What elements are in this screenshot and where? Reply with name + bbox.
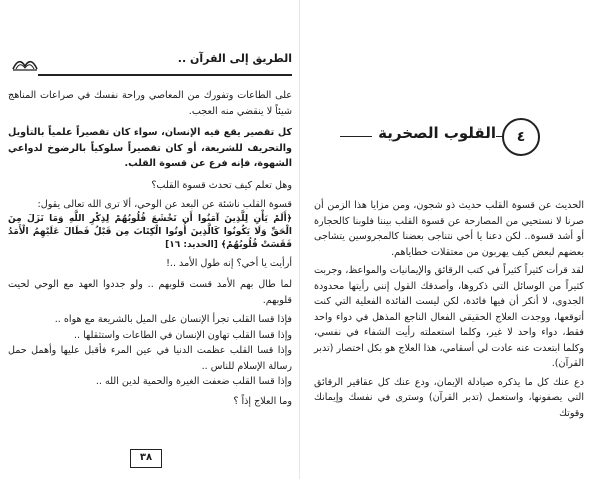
paragraph: وإذا قسا القلب عظمت الدنيا في عين المرء فأقبل عليها وأهمل حمل رسالة الإسلام للناس .. [8, 345, 292, 372]
paragraph: وإذا قسا القلب تهاون الإنسان في الطاعات واستثقلها .. [73, 329, 292, 341]
paragraph: الحديث عن قسوة القلب حديث ذو شجون، ومن مزايا هذا الزمن أن صرنا لا نستحيي من المصارحة عن قسوة القلب بيننا فلوبنا كالحجارة أو أشد قسوة.. لكن دعنا يا أخي نتناجى بعضنا كالمجروسين يتشاجى بعضهم لبعض كيف يهربون من معتقلات خطاياهم. [314, 200, 584, 258]
paragraph: وإذا قسا القلب ضعفت الغيرة والحمية لدين الله .. [95, 376, 292, 387]
paragraph: لقد قرأت كثيراً كثيراً في كتب الرقائق والإيمانيات والمواعظ، وجربت كثيراً من الوسائل التي ذكروها، وأصدقك القول إنني رأيتها محدودة الجدوى، لا أنكر أن فيها فائدة، لكن ليست الفائدة الفعلية التي كنت أتوقعها، ووجدت العلاج الحقيقي الفعال الناجع المذهل في دواء واحد فقط، دواء واحد لا غير، وكلما استعملته رأيت الشفاء في نفسي، وكلما ابتعدت عنه عادت لي أسقامي، هذا العلاج هو بكل اختصار (تدبر القرآن). [314, 265, 584, 369]
chapter-number: ٤ [502, 118, 540, 156]
chapter-heading [340, 118, 540, 154]
running-header [8, 50, 292, 76]
paragraph-bold: كل تقصير يقع فيه الإنسان، سواء كان تقصيراً علمياً بالتأويل والتحريف للشريعة، أو كان تقصيراً سلوكياً بالرضوخ لدواعي الشهوة، فإنه فرع عن قسوة القلب. [8, 127, 292, 169]
paragraph: أرأيت يا أخي؟ إنه طول الأمد ..! [166, 257, 292, 269]
paragraph: وهل تعلم كيف تحدث قسوة القلب؟ [151, 179, 292, 191]
running-header-title: الطريق إلى القرآن .. [177, 52, 292, 65]
right-page [300, 0, 600, 479]
quran-verse: ﴿أَلَمْ يَأْنِ لِلَّذِينَ آمَنُوا أَن تَخْشَعَ قُلُوبُهُمْ لِذِكْرِ اللَّهِ وَمَا نَزَلَ مِنَ الْحَقِّ وَلَا يَكُونُوا كَالَّذِينَ أُوتُوا الْكِتَابَ مِن قَبْلُ فَطَالَ عَلَيْهِمُ الْأَمَدُ فَقَسَتْ قُلُوبُهُمْ﴾ [الحديد: ١٦] [8, 213, 292, 250]
page-number: ٣٨ [130, 449, 162, 468]
paragraph: دع عنك كل ما يذكره صيادلة الإيمان، ودع عنك كل عقاقير الرقائق التي يصفونها، واستعمل (تدبر القرآن) وسترى في نفسك وإيمانك وقوتك [314, 376, 584, 419]
chapter-title: القلوب الصخرية [372, 124, 496, 142]
header-rule [38, 74, 292, 76]
paragraph: وما العلاج إذاً ؟ [233, 395, 292, 407]
left-body [8, 88, 292, 409]
paragraph: على الطاعات وتفورك من المعاصي وراحة نفسك في صراعات المناهج شيئاً لا ينقضي منه العجب. [8, 90, 292, 117]
right-body [314, 198, 584, 424]
paragraph: قسوة القلب ناشئة عن البعد عن الوحي، ألا ترى الله تعالى يقول: [37, 199, 292, 210]
paragraph: فإذا قسا القلب تجرأ الإنسان على الميل بالشريعة مع هواه .. [54, 314, 292, 325]
open-book-icon [12, 54, 38, 72]
paragraph: لما طال بهم الأمد قست قلوبهم .. ولو جددوا العهد مع الوحي لحيت قلوبهم. [8, 279, 292, 306]
